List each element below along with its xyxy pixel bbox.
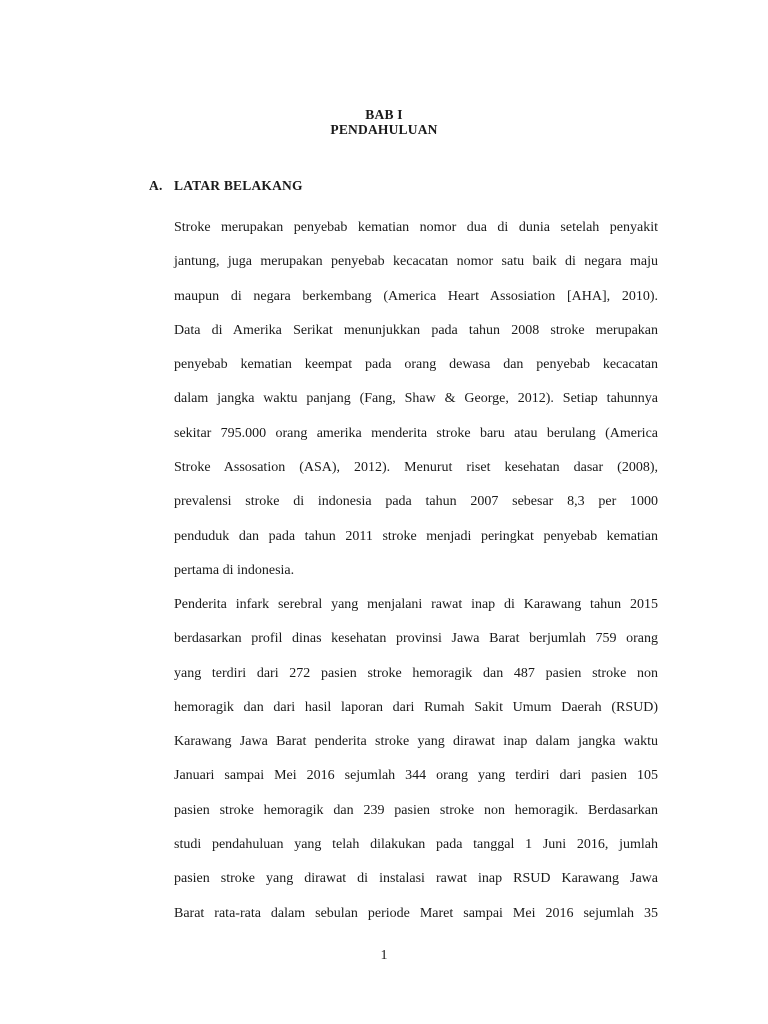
page-number: 1: [380, 948, 388, 963]
paragraph-line: Penderita infark serebral yang menjalani rawat inap di Karawang tahun 2015: [174, 597, 658, 612]
section-marker: A.: [149, 178, 163, 193]
paragraph-line: Karawang Jawa Barat penderita stroke yang dirawat inap dalam jangka waktu: [174, 734, 658, 750]
paragraph-line: sekitar 795.000 orang amerika menderita stroke baru atau berulang (America: [174, 425, 658, 441]
paragraph-line: pertama di indonesia.: [174, 562, 295, 578]
paragraph-line: Stroke merupakan penyebab kematian nomor dua di dunia setelah penyakit: [174, 220, 658, 235]
paragraph-2: [174, 594, 658, 937]
paragraph-line: yang terdiri dari 272 pasien stroke hemoragik dan 487 pasien stroke non: [174, 665, 658, 681]
paragraph-line: berdasarkan profil dinas kesehatan provinsi Jawa Barat berjumlah 759 orang: [174, 631, 658, 647]
section-heading: [149, 178, 303, 194]
paragraph-line: dalam jangka waktu panjang (Fang, Shaw & George, 2012). Setiap tahunnya: [174, 391, 658, 407]
paragraph-line: penduduk dan pada tahun 2011 stroke menjadi peringkat penyebab kematian: [174, 528, 658, 544]
chapter-number: BAB I: [365, 107, 403, 122]
section-title: LATAR BELAKANG: [174, 178, 303, 193]
paragraph-line: penyebab kematian keempat pada orang dewasa dan penyebab kecacatan: [174, 357, 658, 373]
paragraph-line: prevalensi stroke di indonesia pada tahun 2007 sebesar 8,3 per 1000: [174, 494, 658, 510]
paragraph-line: Januari sampai Mei 2016 sejumlah 344 orang yang terdiri dari pasien 105: [174, 768, 658, 784]
paragraph-line: jantung, juga merupakan penyebab kecacatan nomor satu baik di negara maju: [174, 254, 658, 270]
paragraph-line: Stroke Assosation (ASA), 2012). Menurut riset kesehatan dasar (2008),: [174, 460, 658, 476]
chapter-title: PENDAHULUAN: [330, 122, 438, 137]
paragraph-line: pasien stroke yang dirawat di instalasi rawat inap RSUD Karawang Jawa: [174, 871, 658, 887]
paragraph-line: pasien stroke hemoragik dan 239 pasien stroke non hemoragik. Berdasarkan: [174, 802, 658, 818]
paragraph-line: studi pendahuluan yang telah dilakukan pada tanggal 1 Juni 2016, jumlah: [174, 837, 658, 853]
paragraph-line: hemoragik dan dari hasil laporan dari Rumah Sakit Umum Daerah (RSUD): [174, 699, 658, 715]
paragraph-1: [174, 217, 658, 594]
paragraph-line: Data di Amerika Serikat menunjukkan pada tahun 2008 stroke merupakan: [174, 322, 658, 338]
paragraph-line: Barat rata-rata dalam sebulan periode Maret sampai Mei 2016 sejumlah 35: [174, 905, 658, 921]
paragraph-line: maupun di negara berkembang (America Heart Assosiation [AHA], 2010).: [174, 288, 658, 304]
